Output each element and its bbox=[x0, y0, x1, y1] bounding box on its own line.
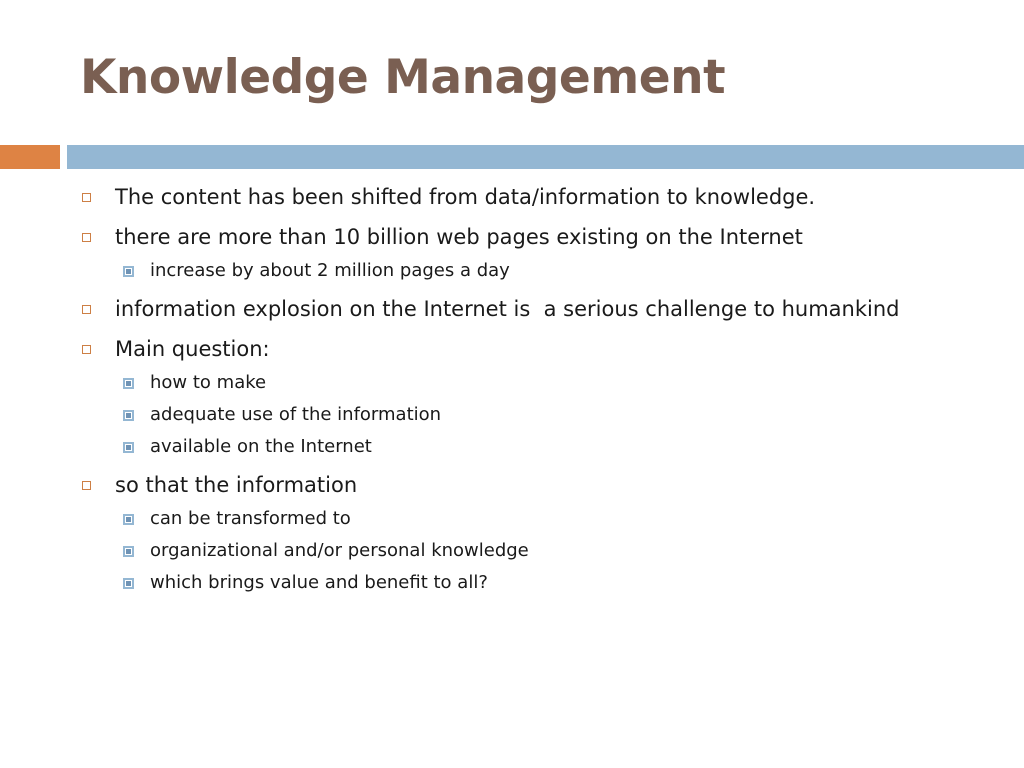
bullet-text: Main question: bbox=[115, 337, 270, 361]
filled-square-icon bbox=[123, 578, 134, 589]
sub-bullet-item bbox=[80, 538, 980, 564]
sub-bullet-item bbox=[80, 434, 980, 460]
slide-title: Knowledge Management bbox=[80, 50, 726, 105]
filled-square-icon bbox=[123, 410, 134, 421]
sub-bullet-text: organizational and/or personal knowledge bbox=[150, 540, 529, 561]
filled-square-icon bbox=[123, 514, 134, 525]
bullet-item bbox=[80, 294, 980, 324]
hollow-square-icon bbox=[82, 305, 91, 314]
filled-square-icon bbox=[123, 442, 134, 453]
sub-bullet-item bbox=[80, 506, 980, 532]
sub-bullet-text: can be transformed to bbox=[150, 508, 351, 529]
bullet-item bbox=[80, 334, 980, 364]
sub-bullet-text: how to make bbox=[150, 372, 267, 393]
filled-square-icon bbox=[123, 378, 134, 389]
bullet-item bbox=[80, 470, 980, 500]
bullet-list bbox=[80, 178, 980, 596]
bullet-item bbox=[80, 182, 980, 212]
sub-bullet-item bbox=[80, 370, 980, 396]
accent-bar-blue bbox=[67, 145, 1024, 169]
bullet-text: The content has been shifted from data/information to knowledge. bbox=[115, 185, 816, 209]
bullet-text: there are more than 10 billion web pages existing on the Internet bbox=[115, 225, 803, 249]
sub-bullet-text: adequate use of the information bbox=[150, 404, 442, 425]
filled-square-icon bbox=[123, 546, 134, 557]
sub-bullet-text: available on the Internet bbox=[150, 436, 372, 457]
sub-bullet-item bbox=[80, 402, 980, 428]
sub-bullet-item bbox=[80, 258, 980, 284]
hollow-square-icon bbox=[82, 345, 91, 354]
hollow-square-icon bbox=[82, 193, 91, 202]
filled-square-icon bbox=[123, 266, 134, 277]
hollow-square-icon bbox=[82, 481, 91, 490]
accent-bar-orange bbox=[0, 145, 60, 169]
sub-bullet-item bbox=[80, 570, 980, 596]
bullet-text: information explosion on the Internet is a serious challenge to humankind bbox=[115, 297, 900, 321]
bullet-text: so that the information bbox=[115, 473, 358, 497]
sub-bullet-text: which brings value and benefit to all? bbox=[150, 572, 488, 593]
hollow-square-icon bbox=[82, 233, 91, 242]
sub-bullet-text: increase by about 2 million pages a day bbox=[150, 260, 510, 281]
bullet-item bbox=[80, 222, 980, 252]
